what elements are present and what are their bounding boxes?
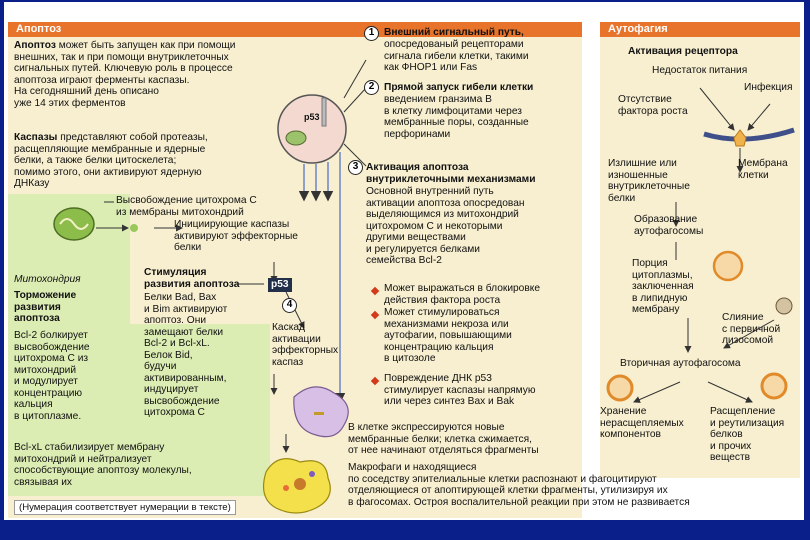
caspase-body: представляют собой протеазы, расщепляющие мембранные и ядерные белки, а также белки цитоскелета; помимо этого, они активируют ядерную ДНКазу	[14, 132, 208, 189]
p53-tag: p53	[268, 278, 292, 292]
storage-vesicle	[608, 376, 632, 400]
cell-mitochondrion	[286, 131, 306, 145]
number-2: 2	[364, 80, 379, 95]
inhibition-title: Торможение развития апоптоза	[14, 290, 77, 324]
pathway-3-title: Активация апоптоза внутриклеточными механизмами	[366, 162, 536, 185]
shrink-text: В клетке экспрессируются новые мембранные белки; клетка сжимается, от нее начинают отделяться фрагменты	[348, 422, 539, 456]
stimulation-text: Белки Bad, Bax и Bim активируют апоптоз. Они замещают белки Bcl-2 и Bcl-xL. Белок Bid, будучи активированным, индуцирует высвобождение цитохрома С	[144, 292, 228, 418]
excess-proteins: Излишние или изношенные внутриклеточные белки	[608, 158, 690, 204]
apoptosis-intro-bold: Апоптоз	[14, 40, 56, 51]
secondary-autophagosome: Вторичная аутофагосома	[620, 358, 741, 369]
pathway-1-text: опосредованый рецепторами сигнала гибели клетки, такими как ФНОР1 или Fas	[384, 39, 529, 73]
cleavage-label: Расщепление и реутилизация белков и прочих веществ	[710, 406, 785, 463]
inhibition-text: Bcl-2 болкирует высвобождение цитохрома С из митохондрий и модулирует концентрацию кальция в цитоплазме.	[14, 330, 90, 422]
cell-membrane	[704, 130, 794, 139]
bullet-1: Может выражаться в блокировке действия фактора роста	[384, 283, 541, 306]
bullet-2: Может стимулироваться механизмами некроза или аутофагии, повышающими концентрацию кальция в цитозоле	[384, 307, 512, 364]
mitochondria-label: Митохондрия	[14, 274, 81, 285]
macrophage-text: Макрофаги и находящиеся по соседству эпителиальные клетки распознают и фагоцитируют отделяющиеся от апоптирующей клетки фрагменты, утилизируя их в фагосомах. Остроя воспалительной реакции при этом не развивается	[348, 462, 690, 508]
no-growth-factor: Отсутствие фактора роста	[618, 94, 688, 117]
bottom-band	[0, 520, 810, 540]
bclxl-text: Bcl-xL стабилизирует мембрану митохондрий и нейтрализует способствующие апоптозу молекулы, связывая их	[14, 442, 192, 488]
cell-p53-label: p53	[304, 112, 320, 122]
pathway-2-title: Прямой запуск гибели клетки	[384, 82, 534, 93]
initiator-caspases: Инициирующие каспазы активируют эффекторные белки	[174, 219, 298, 253]
storage-label: Хранение нерасщепляемых компонентов	[600, 406, 684, 440]
apoptosis-intro	[14, 40, 236, 109]
autophagosome-formation: Образование аутофагосомы	[634, 214, 704, 237]
number-1: 1	[364, 26, 379, 41]
caspase-text	[14, 132, 208, 190]
cell-membrane-label: Мембрана клетки	[738, 158, 788, 181]
apoptosis-intro-text: может быть запущен как при помощи внешних, так и при помощи внутриклеточных сигнальных путей. Ключевую роль в процессе апоптоза играют ферменты каспазы. На сегодняшний день описано уже 14 этих ферментов	[14, 40, 236, 109]
number-4: 4	[282, 298, 297, 313]
autophagy-header: Аутофагия	[600, 22, 800, 37]
caspase-bold: Каспазы	[14, 132, 58, 143]
cleavage-vesicle	[762, 374, 786, 398]
number-3: 3	[348, 160, 363, 175]
autophagosome	[714, 252, 742, 280]
cytochrome-release: Высвобождение цитохрома С из мембраны митохондрий	[116, 195, 257, 218]
nutrient-deficit: Недостаток питания	[652, 65, 748, 76]
numbering-note: (Нумерация соответствует нумерации в тексте)	[14, 500, 236, 515]
pathway-3-text: Основной внутренний путь активации апоптоза опосредован выделяющимся из митохондрий цитохромом С и некоторыми другими веществами и регулируется белками семейства Bcl-2	[366, 186, 525, 266]
bullet-3: Повреждение ДНК p53 стимулирует каспазы напрямую или через синтез Bax и Bak	[384, 373, 536, 407]
receptor-activation: Активация рецептора	[628, 46, 738, 57]
pathway-1-title: Внешний сигнальный путь,	[384, 27, 524, 38]
infection: Инфекция	[744, 82, 793, 93]
pathway-2-text: введением гранзима В в клетку лимфоцитами через мембранные поры, созданные перфоринами	[384, 94, 529, 140]
lysosome-fusion: Слияние с первичной лизосомой	[722, 312, 781, 346]
slide-sheet	[4, 2, 804, 520]
cytoplasm-portion: Порция цитоплазмы, заключенная в липидную мембрану	[632, 258, 694, 315]
caspase-cascade: Каскад активации эффекторных каспаз	[272, 322, 339, 368]
target-cell	[278, 95, 346, 163]
apoptosis-header: Апоптоз	[8, 22, 582, 37]
receptor	[734, 130, 746, 146]
stimulation-title: Стимуляция развития апоптоза	[144, 267, 240, 290]
